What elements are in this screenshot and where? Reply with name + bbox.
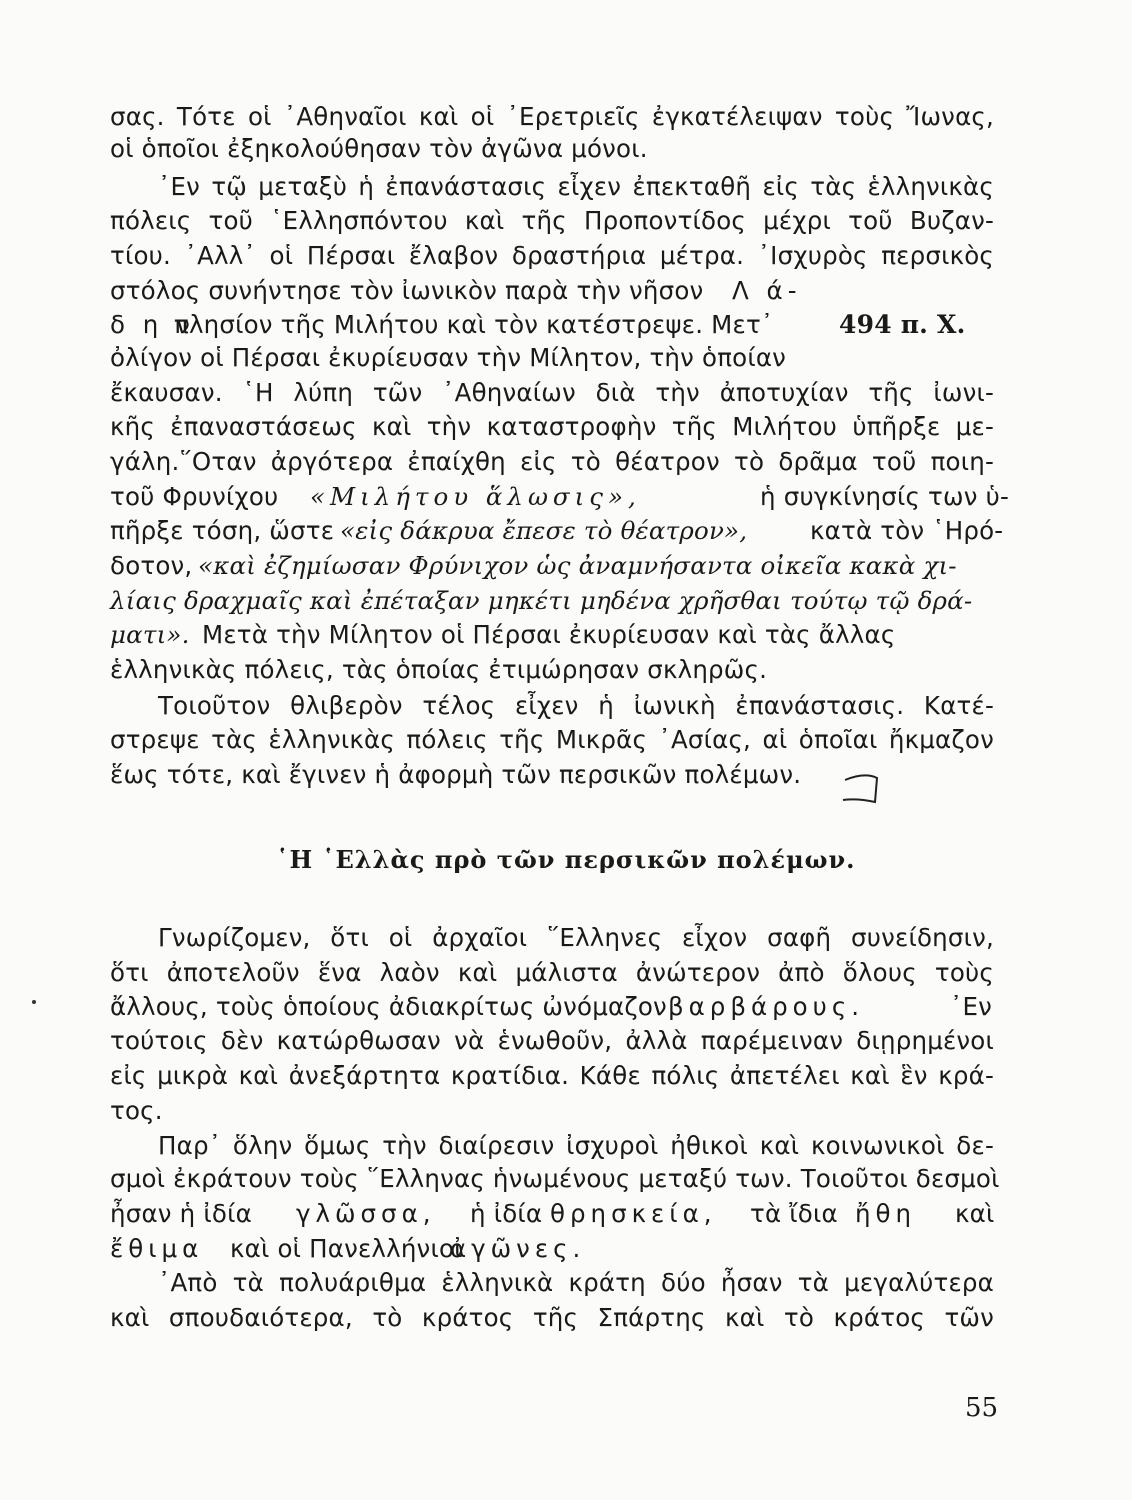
text-line: πόλεις τοῦ ῾Ελλησπόντου καὶ τῆς Προποντίδος μέχρι τοῦ Βυζαν- <box>110 206 994 235</box>
text-line: ἕως τότε, καὶ ἔγινεν ἡ ἀφορμὴ τῶν περσικῶν πολέμων. <box>110 760 802 789</box>
margin-date: 494 π. Χ. <box>839 310 966 339</box>
quotation-line: λίαις δραχμαῖς καὶ ἐπέταξαν μηκέτι μηδένα χρῆσθαι τούτῳ τῷ δρά- <box>110 586 973 615</box>
text-segment: δοτον, <box>110 551 193 580</box>
section-heading: ῾Η ῾Ελλὰς πρὸ τῶν περσικῶν πολέμων. <box>276 845 856 874</box>
text-segment: καὶ οἱ Πανελλήνιοι <box>230 1234 463 1263</box>
text-line <box>110 309 994 341</box>
text-segment: ἄλλους, τοὺς ὁποίους ἀδιακρίτως ὠνόμαζον <box>110 992 667 1021</box>
text-line: οἱ ὁποῖοι ἐξηκολούθησαν τὸν ἀγῶνα μόνοι. <box>110 134 648 163</box>
text-line: τίου. ᾿Αλλ᾿ οἱ Πέρσαι ἔλαβον δραστήρια μέτρα. ᾿Ισχυρὸς περσικὸς <box>110 241 994 270</box>
text-line <box>110 275 994 307</box>
text-segment: κατὰ τὸν ῾Ηρό- <box>810 516 1004 545</box>
text-line: Τοιοῦτον θλιβερὸν τέλος εἶχεν ἡ ἰωνικὴ ἐπανάστασις. Κατέ- <box>158 691 994 720</box>
spaced-word: ἀγῶνες. <box>450 1234 586 1263</box>
text-segment: πλησίον τῆς Μιλήτου καὶ τὸν κατέστρεψε. Μετ᾿ <box>174 310 774 339</box>
text-segment: ἡ συγκίνησίς των ὑ- <box>760 482 1010 511</box>
spaced-word: ἤθη <box>855 1199 917 1228</box>
text-segment: ἡ ἰδία <box>470 1199 543 1228</box>
spaced-word: θρησκεία, <box>550 1199 717 1228</box>
quoted-title: «Μιλήτου ἅλωσις», <box>310 482 641 511</box>
text-line <box>110 1198 994 1230</box>
text-line: εἰς μικρὰ καὶ ἀνεξάρτητα κρατίδια. Κάθε πόλις ἀπετέλει καὶ ἓν κρά- <box>110 1061 994 1090</box>
text-line: ὅτι ἀποτελοῦν ἕνα λαὸν καὶ μάλιστα ἀνώτερον ἀπὸ ὅλους τοὺς <box>110 958 994 987</box>
text-line: τος. <box>110 1096 163 1125</box>
text-line: ἔκαυσαν. ῾Η λύπη τῶν ᾿Αθηναίων διὰ τὴν ἀποτυχίαν τῆς ἰωνι- <box>110 378 994 407</box>
spaced-name: δ η ν <box>110 310 195 339</box>
text-segment: τοῦ Φρυνίχου <box>110 482 279 511</box>
text-segment: στόλος συνήντησε τὸν ἰωνικὸν παρὰ τὴν νῆσον <box>110 276 704 305</box>
text-line <box>110 550 994 582</box>
text-line: κῆς ἐπαναστάσεως καὶ τὴν καταστροφὴν τῆς Μιλήτου ὑπῆρξε με- <box>110 412 994 441</box>
text-line: γάλη.῞Οταν ἀργότερα ἐπαίχθη εἰς τὸ θέατρον τὸ δρᾶμα τοῦ ποιη- <box>110 447 994 476</box>
text-line: σας. Τότε οἱ ᾿Αθηναῖοι καὶ οἱ ᾿Ερετριεῖς ἐγκατέλειψαν τοὺς Ἴωνας, <box>110 102 994 131</box>
text-line: στρεψε τὰς ἑλληνικὰς πόλεις τῆς Μικρᾶς ᾿Ασίας, αἱ ὁποῖαι ἤκμαζον <box>110 725 994 754</box>
text-line: Παρ᾿ ὅλην ὅμως τὴν διαίρεσιν ἰσχυροὶ ἠθικοὶ καὶ κοινωνικοὶ δε- <box>158 1131 994 1160</box>
text-segment: ᾿Εν <box>950 992 993 1021</box>
text-line: ᾿Απὸ τὰ πολυάριθμα ἑλληνικὰ κράτη δύο ἦσαν τὰ μεγαλύτερα <box>158 1268 994 1297</box>
text-line <box>110 1233 994 1265</box>
page-number: 55 <box>965 1393 999 1423</box>
quotation: «καὶ ἐζημίωσαν Φρύνιχον ὡς ἀναμνήσαντα οἰκεῖα κακὰ χι- <box>198 551 957 580</box>
text-segment: ἦσαν ἡ ἰδία <box>110 1199 252 1228</box>
text-line <box>110 481 1010 513</box>
text-segment: πῆρξε τόση, ὥστε <box>110 516 335 545</box>
text-line: Γνωρίζομεν, ὅτι οἱ ἀρχαῖοι ῞Ελληνες εἶχον σαφῆ συνείδησιν, <box>158 923 994 952</box>
quotation: ματι». <box>110 620 190 649</box>
quotation: «εἰς δάκρυα ἔπεσε τὸ θέατρον», <box>340 516 748 545</box>
text-line: τούτοις δὲν κατώρθωσαν νὰ ἑνωθοῦν, ἀλλὰ παρέμειναν διῃρημένοι <box>110 1026 994 1055</box>
spaced-word: βαρβάρους. <box>668 992 865 1021</box>
scan-speck <box>32 1000 36 1004</box>
text-line <box>110 991 994 1023</box>
text-line: ᾿Εν τῷ μεταξὺ ἡ ἐπανάστασις εἶχεν ἐπεκταθῆ εἰς τὰς ἑλληνικὰς <box>158 172 994 201</box>
spaced-word: γλῶσσα, <box>296 1199 436 1228</box>
text-line: ὀλίγον οἱ Πέρσαι ἐκυρίευσαν τὴν Μίλητον, τὴν ὁποίαν <box>110 343 787 372</box>
text-segment: καὶ <box>955 1199 995 1228</box>
text-line: σμοὶ ἐκράτουν τοὺς ῞Ελληνας ἡνωμένους μεταξύ των. Τοιοῦτοι δεσμοὶ <box>110 1164 1000 1193</box>
text-segment: τὰ ἴδια <box>750 1199 838 1228</box>
text-line <box>110 515 1004 547</box>
text-line: ἑλληνικὰς πόλεις, τὰς ὁποίας ἐτιμώρησαν σκληρῶς. <box>110 655 768 684</box>
text-line: καὶ σπουδαιότερα, τὸ κράτος τῆς Σπάρτης καὶ τὸ κράτος τῶν <box>110 1303 994 1332</box>
bracket-mark-icon <box>835 768 895 808</box>
spaced-word: ἔθιμα <box>110 1234 204 1263</box>
spaced-name: Λ ά- <box>732 276 802 305</box>
text-line <box>110 619 994 651</box>
text-segment: Μετὰ τὴν Μίλητον οἱ Πέρσαι ἐκυρίευσαν καὶ τὰς ἄλλας <box>202 620 896 649</box>
